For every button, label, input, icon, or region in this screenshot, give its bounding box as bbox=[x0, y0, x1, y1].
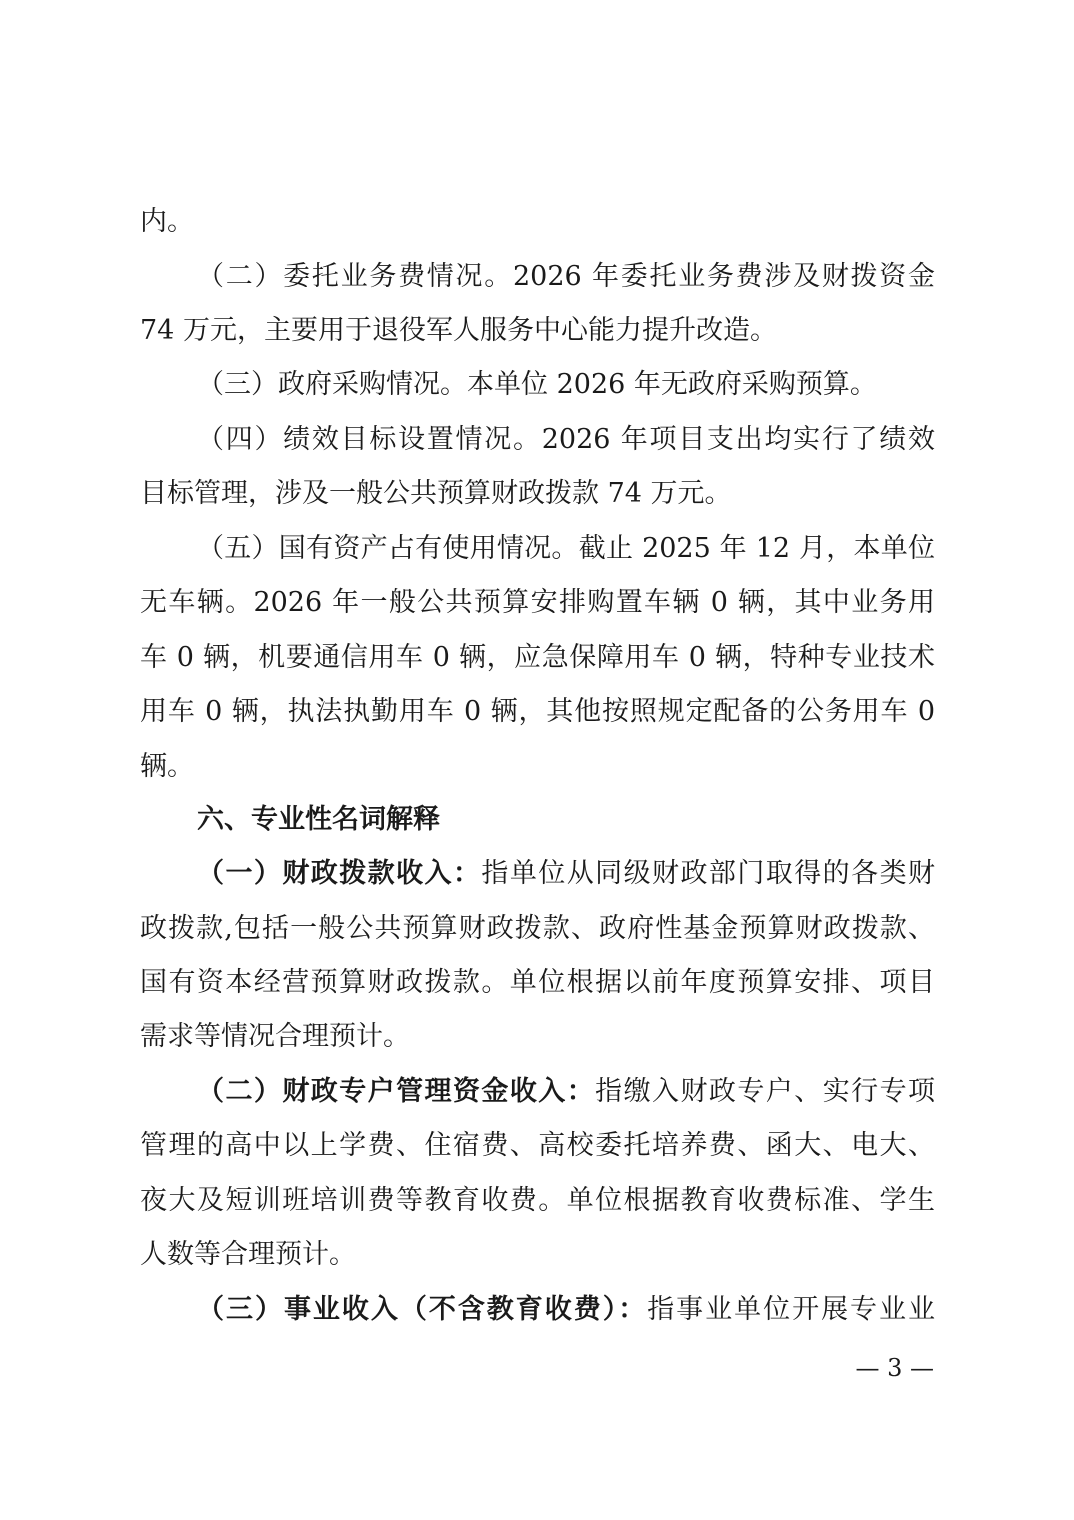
body-text: 无车辆。2026 年一般公共预算安排购置车辆 0 辆，其中业务用 bbox=[140, 587, 935, 618]
body-text: 需求等情况合理预计。 bbox=[140, 1021, 410, 1052]
text-line bbox=[140, 583, 935, 623]
subsection-title: （五）国有资产占有使用情况。 bbox=[197, 533, 579, 564]
text-line bbox=[197, 365, 935, 405]
body-text: 截止 2025 年 12 月，本单位 bbox=[578, 533, 936, 564]
text-line bbox=[140, 1181, 935, 1221]
body-text: 辆。 bbox=[140, 751, 194, 782]
body-text: 指缴入财政专户、实行专项 bbox=[595, 1076, 936, 1107]
text-line bbox=[197, 1072, 935, 1112]
text-line bbox=[140, 963, 935, 1003]
text-line bbox=[140, 1235, 935, 1275]
subsection-title: （二）财政专户管理资金收入： bbox=[197, 1076, 596, 1107]
body-text: 人数等合理预计。 bbox=[140, 1239, 356, 1270]
text-line bbox=[140, 1017, 935, 1057]
subsection-title: （四）绩效目标设置情况。 bbox=[197, 424, 542, 455]
body-text: 指单位从同级财政部门取得的各类财 bbox=[481, 858, 936, 889]
text-line bbox=[140, 747, 935, 787]
section-heading bbox=[197, 800, 935, 840]
text-line bbox=[140, 1126, 935, 1166]
body-text: 目标管理，涉及一般公共预算财政拨款 74 万元。 bbox=[140, 478, 732, 509]
body-text: 政拨款,包括一般公共预算财政拨款、政府性基金预算财政拨款、 bbox=[140, 913, 935, 944]
body-text: 用车 0 辆，执法执勤用车 0 辆，其他按照规定配备的公务用车 0 bbox=[140, 696, 935, 727]
text-line bbox=[197, 257, 935, 297]
body-text: 2026 年项目支出均实行了绩效 bbox=[541, 424, 936, 455]
body-text: 管理的高中以上学费、住宿费、高校委托培养费、函大、电大、 bbox=[140, 1130, 935, 1161]
text-line bbox=[140, 474, 935, 514]
text-line bbox=[197, 1290, 935, 1330]
section-heading-text: 六、专业性名词解释 bbox=[197, 804, 440, 835]
body-text: 指事业单位开展专业业 bbox=[647, 1294, 936, 1325]
text-line bbox=[197, 529, 935, 569]
body-text: 2026 年委托业务费涉及财拨资金 bbox=[513, 261, 936, 292]
text-line bbox=[197, 854, 935, 894]
text-line bbox=[140, 909, 935, 949]
subsection-title: （一）财政拨款收入： bbox=[197, 858, 482, 889]
text-line bbox=[140, 692, 935, 732]
body-text: 内。 bbox=[140, 206, 194, 237]
text-line bbox=[140, 311, 935, 351]
text-line bbox=[140, 638, 935, 678]
page-number: — 3 — bbox=[855, 1354, 934, 1382]
body-text: 车 0 辆，机要通信用车 0 辆，应急保障用车 0 辆，特种专业技术 bbox=[140, 642, 935, 673]
subsection-title: （二）委托业务费情况。 bbox=[197, 261, 513, 292]
body-text: 国有资本经营预算财政拨款。单位根据以前年度预算安排、项目 bbox=[140, 967, 935, 998]
text-line bbox=[197, 420, 935, 460]
text-line bbox=[140, 202, 935, 242]
body-text: 74 万元，主要用于退役军人服务中心能力提升改造。 bbox=[140, 315, 777, 346]
body-text: 本单位 2026 年无政府采购预算。 bbox=[467, 369, 877, 400]
body-text: 夜大及短训班培训费等教育收费。单位根据教育收费标准、学生 bbox=[140, 1185, 935, 1216]
subsection-title: （三）事业收入（不含教育收费）： bbox=[197, 1294, 648, 1325]
subsection-title: （三）政府采购情况。 bbox=[197, 369, 467, 400]
